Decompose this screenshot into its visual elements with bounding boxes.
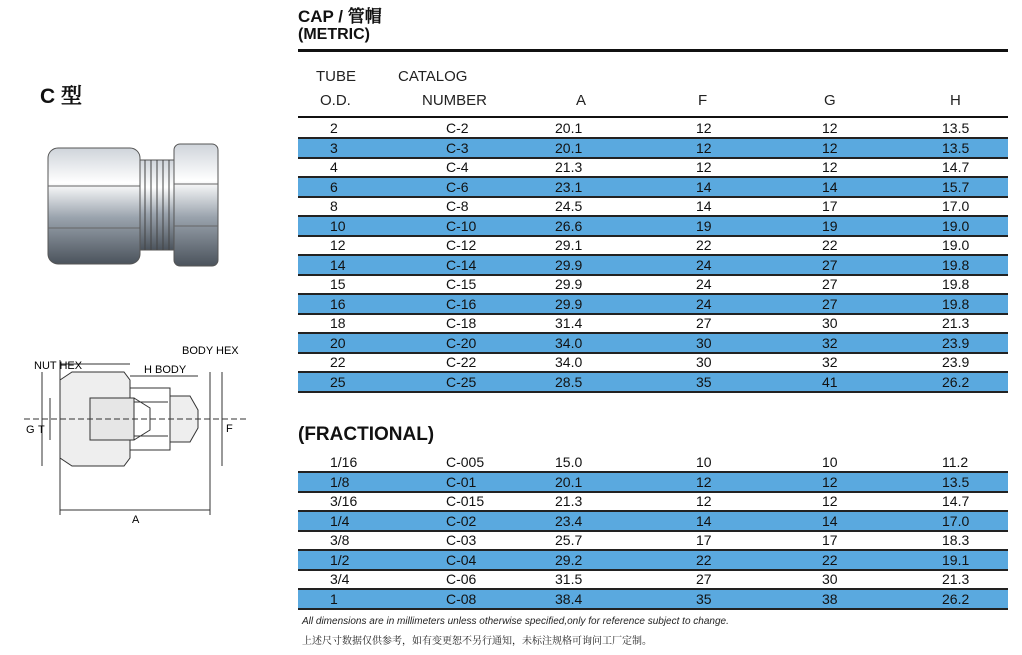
catalog-number-cell: C-3 <box>446 139 469 156</box>
dim-g-cell: 30 <box>822 571 838 587</box>
dim-g-cell: 27 <box>822 276 838 292</box>
tube-od-cell: 22 <box>330 354 346 370</box>
table-row <box>298 512 1008 531</box>
dim-a-cell: 24.5 <box>555 198 583 214</box>
dim-g-cell: 38 <box>822 590 838 607</box>
catalog-number-cell: C-15 <box>446 276 477 292</box>
dim-f-cell: 14 <box>696 178 712 195</box>
table-row <box>298 158 1008 177</box>
dim-g-cell: 19 <box>822 217 838 234</box>
table-row <box>298 570 1008 589</box>
dim-h-cell: 26.2 <box>942 590 970 607</box>
dim-a-cell: 23.4 <box>555 512 583 529</box>
tube-od-cell: 3/8 <box>330 532 350 548</box>
dim-g-cell: 32 <box>822 334 838 351</box>
label-g: G <box>26 424 35 436</box>
dim-h-cell: 18.3 <box>942 532 970 548</box>
dim-a-cell: 38.4 <box>555 590 583 607</box>
dim-g-cell: 14 <box>822 512 838 529</box>
catalog-number-cell: C-25 <box>446 373 477 390</box>
tube-od-cell: 10 <box>330 217 346 234</box>
tube-od-cell: 15 <box>330 276 346 292</box>
cap-drawing <box>14 340 250 530</box>
catalog-number-cell: C-12 <box>446 237 477 253</box>
row-rule <box>298 608 1008 610</box>
dim-g-cell: 27 <box>822 295 838 312</box>
title-rule <box>298 49 1008 52</box>
row-rule <box>298 391 1008 393</box>
dim-f-cell: 14 <box>696 198 712 214</box>
cap-photo <box>40 130 220 280</box>
tube-od-cell: 1 <box>330 590 338 607</box>
label-a: A <box>132 514 140 526</box>
type-label: C 型 <box>40 85 82 108</box>
dim-f-cell: 12 <box>696 139 712 156</box>
dim-g-cell: 22 <box>822 551 838 568</box>
dim-h-cell: 15.7 <box>942 178 970 195</box>
dim-g-cell: 12 <box>822 493 838 509</box>
tube-od-cell: 1/2 <box>330 551 350 568</box>
dim-a-cell: 20.1 <box>555 473 583 490</box>
dim-f-cell: 19 <box>696 217 712 234</box>
catalog-number-cell: C-20 <box>446 334 477 351</box>
dim-h-cell: 19.8 <box>942 256 970 273</box>
catalog-number-cell: C-015 <box>446 493 485 509</box>
tube-od-cell: 25 <box>330 373 346 390</box>
table-row <box>298 590 1008 609</box>
dim-f-cell: 10 <box>696 454 712 470</box>
dim-h-cell: 23.9 <box>942 334 970 351</box>
dim-h-cell: 21.3 <box>942 571 970 587</box>
catalog-number-cell: C-04 <box>446 551 477 568</box>
header-rule <box>298 116 1008 118</box>
catalog-number-cell: C-03 <box>446 532 477 548</box>
dim-h-cell: 23.9 <box>942 354 970 370</box>
dim-a-cell: 29.1 <box>555 237 583 253</box>
tube-od-cell: 1/8 <box>330 473 350 490</box>
dim-f-cell: 35 <box>696 373 712 390</box>
dim-h-cell: 19.8 <box>942 276 970 292</box>
dim-f-cell: 24 <box>696 276 712 292</box>
dim-a-cell: 20.1 <box>555 120 583 136</box>
dim-g-cell: 12 <box>822 159 838 175</box>
catalog-number-cell: C-08 <box>446 590 477 607</box>
table-row <box>298 197 1008 216</box>
header-g: G <box>824 92 836 109</box>
dim-a-cell: 29.9 <box>555 295 583 312</box>
dim-h-cell: 13.5 <box>942 139 970 156</box>
dim-f-cell: 12 <box>696 493 712 509</box>
dim-g-cell: 27 <box>822 256 838 273</box>
catalog-number-cell: C-14 <box>446 256 477 273</box>
label-t: T <box>38 424 45 436</box>
dim-h-cell: 19.8 <box>942 295 970 312</box>
catalog-number-cell: C-6 <box>446 178 469 195</box>
tube-od-cell: 8 <box>330 198 338 214</box>
tube-od-cell: 14 <box>330 256 346 273</box>
dim-a-cell: 20.1 <box>555 139 583 156</box>
dim-h-cell: 19.1 <box>942 551 970 568</box>
dim-h-cell: 26.2 <box>942 373 970 390</box>
dim-h-cell: 19.0 <box>942 217 970 234</box>
header-catalog: CATALOG <box>398 68 468 85</box>
dim-f-cell: 22 <box>696 237 712 253</box>
dim-f-cell: 22 <box>696 551 712 568</box>
table-row <box>298 314 1008 333</box>
dim-f-cell: 35 <box>696 590 712 607</box>
dim-g-cell: 12 <box>822 120 838 136</box>
table-row <box>298 531 1008 550</box>
dim-a-cell: 34.0 <box>555 354 583 370</box>
dim-g-cell: 30 <box>822 315 838 331</box>
dim-f-cell: 12 <box>696 159 712 175</box>
dim-f-cell: 24 <box>696 295 712 312</box>
dim-f-cell: 12 <box>696 120 712 136</box>
title-line2: (METRIC) <box>298 26 370 43</box>
dim-g-cell: 17 <box>822 198 838 214</box>
dim-f-cell: 24 <box>696 256 712 273</box>
dim-a-cell: 29.9 <box>555 256 583 273</box>
dim-h-cell: 21.3 <box>942 315 970 331</box>
tube-od-cell: 3/4 <box>330 571 350 587</box>
table-row <box>298 551 1008 570</box>
table-row <box>298 334 1008 353</box>
note-chinese: 上述尺寸数据仅供参考，如有变更恕不另行通知，未标注规格可询问工厂定制。 <box>302 636 652 647</box>
dim-g-cell: 12 <box>822 139 838 156</box>
table-row <box>298 119 1008 138</box>
table-row <box>298 353 1008 372</box>
table-row <box>298 295 1008 314</box>
dim-h-cell: 11.2 <box>942 454 969 470</box>
tube-od-cell: 18 <box>330 315 346 331</box>
table-row <box>298 256 1008 275</box>
tube-od-cell: 1/16 <box>330 454 358 470</box>
dim-h-cell: 17.0 <box>942 512 970 529</box>
header-tube: TUBE <box>316 68 357 85</box>
dim-h-cell: 14.7 <box>942 493 970 509</box>
dim-f-cell: 30 <box>696 354 712 370</box>
header-number: NUMBER <box>422 92 488 109</box>
tube-od-cell: 2 <box>330 120 338 136</box>
dim-f-cell: 27 <box>696 315 712 331</box>
dim-a-cell: 21.3 <box>555 159 583 175</box>
dim-a-cell: 26.6 <box>555 217 583 234</box>
catalog-number-cell: C-8 <box>446 198 469 214</box>
tube-od-cell: 20 <box>330 334 346 351</box>
catalog-number-cell: C-16 <box>446 295 477 312</box>
dim-g-cell: 22 <box>822 237 838 253</box>
page-title <box>298 8 382 44</box>
tube-od-cell: 12 <box>330 237 346 253</box>
dim-g-cell: 41 <box>822 373 838 390</box>
dim-a-cell: 15.0 <box>555 454 583 470</box>
dim-a-cell: 29.9 <box>555 276 583 292</box>
dim-a-cell: 23.1 <box>555 178 583 195</box>
dim-a-cell: 25.7 <box>555 532 583 548</box>
tube-od-cell: 3/16 <box>330 493 358 509</box>
catalog-number-cell: C-18 <box>446 315 477 331</box>
table-row <box>298 217 1008 236</box>
catalog-number-cell: C-02 <box>446 512 477 529</box>
dim-a-cell: 31.4 <box>555 315 583 331</box>
tube-od-cell: 16 <box>330 295 346 312</box>
catalog-number-cell: C-06 <box>446 571 477 587</box>
table-row <box>298 373 1008 392</box>
table-row <box>298 492 1008 511</box>
dim-f-cell: 30 <box>696 334 712 351</box>
tube-od-cell: 1/4 <box>330 512 350 529</box>
header-f: F <box>698 92 708 109</box>
dim-f-cell: 17 <box>696 532 712 548</box>
dim-h-cell: 13.5 <box>942 120 970 136</box>
catalog-number-cell: C-005 <box>446 454 485 470</box>
dim-f-cell: 12 <box>696 473 712 490</box>
label-nut-hex: NUT HEX <box>34 360 83 372</box>
dim-a-cell: 34.0 <box>555 334 583 351</box>
note-english: All dimensions are in millimeters unless otherwise specified,only for reference subject to change. <box>302 616 729 627</box>
dim-h-cell: 17.0 <box>942 198 970 214</box>
dim-a-cell: 28.5 <box>555 373 583 390</box>
table-row <box>298 139 1008 158</box>
dim-h-cell: 13.5 <box>942 473 970 490</box>
header-h: H <box>950 92 961 109</box>
dim-a-cell: 21.3 <box>555 493 583 509</box>
tube-od-cell: 6 <box>330 178 338 195</box>
catalog-number-cell: C-01 <box>446 473 477 490</box>
dim-f-cell: 14 <box>696 512 712 529</box>
dim-g-cell: 32 <box>822 354 838 370</box>
dim-g-cell: 12 <box>822 473 838 490</box>
fractional-title: (FRACTIONAL) <box>298 424 435 445</box>
table-row <box>298 178 1008 197</box>
label-body-hex: BODY HEX <box>182 345 239 357</box>
table-row <box>298 473 1008 492</box>
tube-od-cell: 4 <box>330 159 338 175</box>
dim-a-cell: 29.2 <box>555 551 583 568</box>
title-line1: CAP / 管帽 <box>298 7 382 26</box>
catalog-number-cell: C-22 <box>446 354 477 370</box>
table-row <box>298 275 1008 294</box>
header-a: A <box>576 92 587 109</box>
dim-h-cell: 14.7 <box>942 159 970 175</box>
dim-g-cell: 17 <box>822 532 838 548</box>
catalog-number-cell: C-4 <box>446 159 469 175</box>
tube-od-cell: 3 <box>330 139 338 156</box>
header-od: O.D. <box>320 92 351 109</box>
dim-f-cell: 27 <box>696 571 712 587</box>
table-row <box>298 236 1008 255</box>
dim-g-cell: 10 <box>822 454 838 470</box>
dim-h-cell: 19.0 <box>942 237 970 253</box>
dim-a-cell: 31.5 <box>555 571 583 587</box>
label-f: F <box>226 423 233 435</box>
catalog-number-cell: C-10 <box>446 217 477 234</box>
table-row <box>298 453 1008 472</box>
label-h-body: H BODY <box>144 364 187 376</box>
catalog-number-cell: C-2 <box>446 120 469 136</box>
dim-g-cell: 14 <box>822 178 838 195</box>
